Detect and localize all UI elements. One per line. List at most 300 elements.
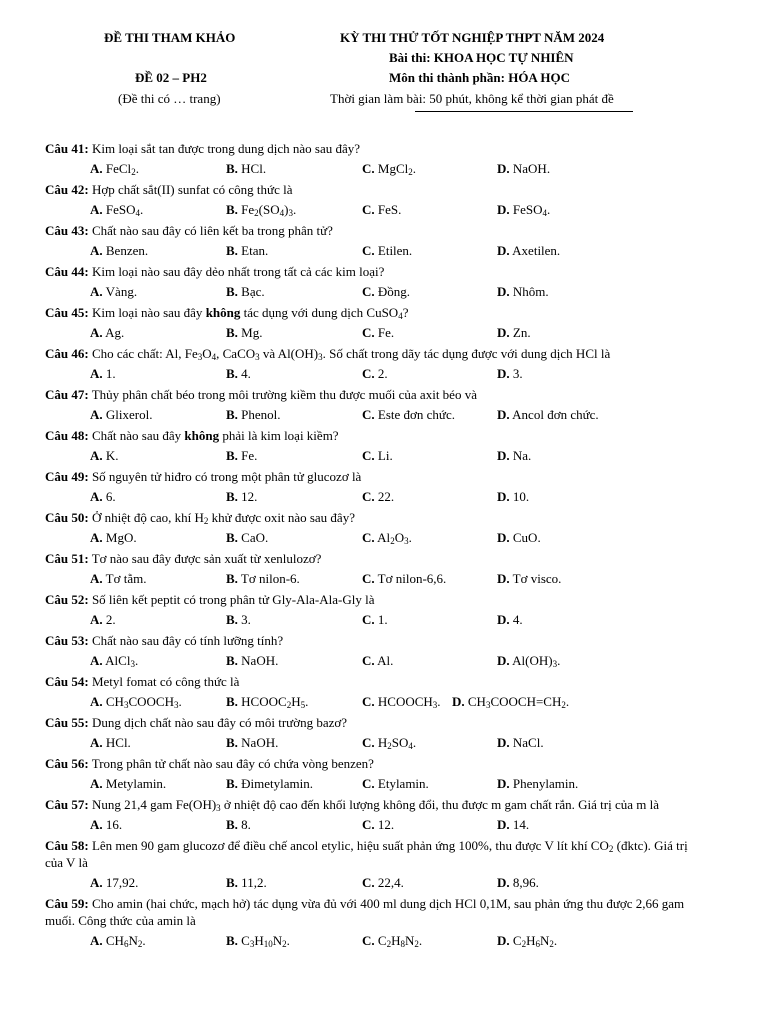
answer-option[interactable] — [226, 488, 257, 505]
option-text: Al. — [374, 653, 394, 668]
answer-option[interactable] — [362, 693, 441, 710]
option-row — [0, 280, 768, 304]
option-row — [0, 567, 768, 591]
answer-option[interactable] — [362, 283, 410, 300]
option-label: C. — [362, 448, 375, 463]
answer-option[interactable] — [497, 816, 529, 833]
answer-option[interactable] — [226, 365, 251, 382]
option-text: Li. — [374, 448, 393, 463]
answer-option[interactable] — [362, 242, 412, 259]
answer-option[interactable] — [90, 324, 124, 341]
option-label: C. — [362, 875, 375, 890]
answer-option[interactable] — [362, 874, 404, 891]
question-item — [0, 181, 768, 222]
answer-option[interactable] — [452, 693, 569, 710]
option-label: C. — [362, 325, 375, 340]
option-text: Metylamin. — [102, 776, 167, 791]
question-stem — [45, 895, 705, 929]
answer-option[interactable] — [226, 283, 265, 300]
option-label: C. — [362, 284, 375, 299]
option-label: A. — [90, 243, 103, 258]
option-row — [0, 444, 768, 468]
answer-option[interactable] — [226, 932, 290, 949]
option-text: MgO. — [102, 530, 137, 545]
question-item — [0, 468, 768, 509]
option-text: FeCl$_2$. — [102, 161, 139, 177]
question-text: Cho amin (hai chức, mạch hở) tác dụng vừa đủ với 400 ml dung dịch HCl 0,1M, sau phản ứng thu được 2,66 gam muối. Công thức của amin là — [45, 896, 685, 928]
answer-option[interactable] — [226, 447, 257, 464]
question-text: Hợp chất sắt(II) sunfat có công thức là — [88, 182, 293, 197]
option-row — [0, 526, 768, 550]
option-text: $C_3H_{10}N_2$. — [237, 933, 290, 949]
question-item — [0, 591, 768, 632]
option-label: A. — [90, 735, 103, 750]
answer-option[interactable] — [226, 324, 262, 341]
option-text: $Al_2O_3$. — [374, 530, 412, 546]
option-text: Zn. — [509, 325, 531, 340]
option-label: D. — [497, 366, 510, 381]
question-text: Ở nhiệt độ cao, khí $H_2$ khử được oxit nào sau đây? — [88, 510, 355, 526]
answer-option[interactable] — [226, 201, 296, 218]
option-label: D. — [497, 817, 510, 832]
question-item — [0, 550, 768, 591]
question-stem — [45, 263, 705, 280]
answer-option[interactable] — [497, 874, 539, 891]
answer-option[interactable] — [226, 570, 300, 587]
answer-option[interactable] — [497, 652, 560, 669]
answer-option[interactable] — [497, 775, 578, 792]
answer-option[interactable] — [362, 365, 388, 382]
answer-option[interactable] — [497, 242, 560, 259]
option-text: 10. — [509, 489, 530, 504]
answer-option[interactable] — [90, 775, 166, 792]
question-stem — [45, 591, 705, 608]
answer-option[interactable] — [362, 488, 394, 505]
answer-option[interactable] — [362, 160, 416, 177]
answer-option[interactable] — [90, 160, 139, 177]
question-number: Câu 54: — [45, 674, 89, 689]
option-label: B. — [226, 933, 238, 948]
option-label: C. — [362, 407, 375, 422]
option-text: 8,96. — [509, 875, 539, 890]
answer-option[interactable] — [362, 201, 401, 218]
option-text: 14. — [509, 817, 530, 832]
option-row — [0, 690, 768, 714]
option-label: A. — [90, 875, 103, 890]
option-label: B. — [226, 448, 238, 463]
option-text: 6. — [102, 489, 116, 504]
answer-option[interactable] — [362, 816, 394, 833]
option-label: D. — [497, 933, 510, 948]
option-text: $HCOOCH_3$. — [374, 694, 441, 710]
question-item — [0, 509, 768, 550]
option-text: 16. — [102, 817, 123, 832]
option-text: Benzen. — [102, 243, 149, 258]
question-text: Dung dịch chất nào sau đây có môi trường bazơ? — [88, 715, 348, 730]
header-exam-name: Bài thi: KHOA HỌC TỰ NHIÊN — [389, 50, 574, 65]
answer-option[interactable] — [497, 611, 523, 628]
option-text: 1. — [102, 366, 116, 381]
option-text: $CH_3COOCH_3$. — [102, 694, 182, 710]
option-text: Etan. — [237, 243, 269, 258]
answer-option[interactable] — [226, 529, 268, 546]
question-stem — [45, 509, 705, 526]
option-text: Glixerol. — [102, 407, 153, 422]
option-label: D. — [497, 448, 510, 463]
question-number: Câu 48: — [45, 428, 89, 443]
option-label: C. — [362, 612, 375, 627]
option-label: B. — [226, 776, 238, 791]
answer-option[interactable] — [226, 775, 313, 792]
question-text: Kim loại sắt tan được trong dung dịch nào sau đây? — [88, 141, 361, 156]
option-text: Axetilen. — [509, 243, 561, 258]
answer-option[interactable] — [497, 324, 531, 341]
option-text: CuO. — [509, 530, 541, 545]
option-text: $H_2SO_4$. — [374, 735, 417, 751]
question-number: Câu 44: — [45, 264, 89, 279]
option-label: D. — [497, 653, 510, 668]
answer-option[interactable] — [226, 160, 266, 177]
option-text: Bạc. — [237, 284, 265, 299]
question-number: Câu 47: — [45, 387, 89, 402]
option-label: D. — [497, 489, 510, 504]
option-text: 2. — [374, 366, 388, 381]
option-label: C. — [362, 653, 375, 668]
question-text: Metyl fomat có công thức là — [88, 674, 240, 689]
option-label: D. — [497, 407, 510, 422]
option-text: $C_2H_8N_2$. — [374, 933, 423, 949]
option-label: B. — [226, 530, 238, 545]
option-label: A. — [90, 817, 103, 832]
option-row — [0, 403, 768, 427]
option-row — [0, 198, 768, 222]
option-text: AlCl$_3$. — [102, 653, 139, 669]
option-text: $HCOOC_2H_5$. — [237, 694, 309, 710]
option-label: A. — [90, 530, 103, 545]
answer-option[interactable] — [497, 160, 550, 177]
answer-option[interactable] — [362, 529, 412, 546]
question-text: Số nguyên tử hiđro có trong một phân tử glucozơ là — [88, 469, 362, 484]
question-number: Câu 45: — [45, 305, 89, 320]
option-row — [0, 731, 768, 755]
option-label: B. — [226, 653, 238, 668]
option-label: A. — [90, 407, 103, 422]
option-text: $CH_6N_2$. — [102, 933, 146, 949]
question-text: Chất nào sau đây có liên kết ba trong phân tử? — [88, 223, 333, 238]
option-row — [0, 239, 768, 263]
option-text: Mg. — [237, 325, 263, 340]
option-text: Tơ nilon-6. — [237, 571, 300, 586]
question-item — [0, 263, 768, 304]
answer-option[interactable] — [226, 874, 267, 891]
option-text: Tơ nilon-6,6. — [374, 571, 447, 586]
option-label: D. — [497, 571, 510, 586]
option-label: A. — [90, 489, 103, 504]
answer-option[interactable] — [362, 734, 416, 751]
option-label: D. — [452, 694, 465, 709]
question-stem — [45, 755, 705, 772]
option-text: 22,4. — [374, 875, 404, 890]
option-label: C. — [362, 489, 375, 504]
answer-option[interactable] — [226, 611, 251, 628]
option-text: NaCl. — [509, 735, 544, 750]
answer-option[interactable] — [497, 283, 549, 300]
option-row — [0, 608, 768, 632]
option-text: Ag. — [102, 325, 125, 340]
option-label: C. — [362, 243, 375, 258]
option-label: D. — [497, 776, 510, 791]
question-number: Câu 53: — [45, 633, 89, 648]
option-text: Na. — [509, 448, 532, 463]
answer-option[interactable] — [90, 406, 152, 423]
option-text: Fe. — [374, 325, 395, 340]
option-text: FeS. — [374, 202, 402, 217]
question-item — [0, 345, 768, 386]
question-number: Câu 56: — [45, 756, 89, 771]
option-label: C. — [362, 571, 375, 586]
answer-option[interactable] — [497, 734, 544, 751]
answer-option[interactable] — [226, 816, 251, 833]
question-stem — [45, 181, 705, 198]
option-text: 11,2. — [237, 875, 267, 890]
answer-option[interactable] — [226, 242, 268, 259]
option-label: C. — [362, 366, 375, 381]
option-label: C. — [362, 735, 375, 750]
answer-option[interactable] — [90, 874, 138, 891]
answer-option[interactable] — [497, 365, 523, 382]
answer-option[interactable] — [90, 242, 148, 259]
option-text: Nhôm. — [509, 284, 549, 299]
option-label: C. — [362, 694, 375, 709]
option-label: C. — [362, 161, 375, 176]
answer-option[interactable] — [90, 611, 116, 628]
option-label: B. — [226, 202, 238, 217]
question-number: Câu 51: — [45, 551, 89, 566]
answer-option[interactable] — [362, 570, 446, 587]
option-label: A. — [90, 202, 103, 217]
option-label: D. — [497, 530, 510, 545]
option-text: Etilen. — [374, 243, 413, 258]
option-text: HCl. — [102, 735, 131, 750]
option-text: Este đơn chức. — [374, 407, 455, 422]
option-row — [0, 485, 768, 509]
option-row — [0, 772, 768, 796]
question-number: Câu 42: — [45, 182, 89, 197]
option-label: C. — [362, 530, 375, 545]
question-stem — [45, 714, 705, 731]
question-text: Trong phân tử chất nào sau đây có chứa vòng benzen? — [88, 756, 374, 771]
option-text: FeSO$_4$. — [102, 202, 144, 218]
answer-option[interactable] — [226, 406, 281, 423]
option-label: B. — [226, 366, 238, 381]
header-subject: Môn thi thành phần: HÓA HỌC — [389, 70, 570, 85]
option-label: C. — [362, 817, 375, 832]
answer-option[interactable] — [497, 201, 550, 218]
option-label: B. — [226, 875, 238, 890]
option-text: 12. — [374, 817, 395, 832]
option-label: B. — [226, 407, 238, 422]
option-label: A. — [90, 653, 103, 668]
question-stem — [45, 304, 705, 321]
header-right-title: KỲ THI THỬ TỐT NGHIỆP THPT NĂM 2024 — [340, 30, 605, 45]
option-row — [0, 929, 768, 953]
option-label: A. — [90, 325, 103, 340]
option-text: CaO. — [237, 530, 269, 545]
option-label: D. — [497, 284, 510, 299]
header-left-title: ĐỀ THI THAM KHẢO — [104, 30, 236, 45]
option-row — [0, 157, 768, 181]
question-text: Cho các chất: Al, $Fe_3O_4$, CaCO$_3$ và $Al(OH)_3$. Số chất trong dãy tác dụng được với dung dịch HCl là — [88, 346, 611, 362]
answer-option[interactable] — [90, 932, 146, 949]
question-stem — [45, 550, 705, 567]
answer-option[interactable] — [90, 447, 119, 464]
question-number: Câu 43: — [45, 223, 89, 238]
answer-option[interactable] — [226, 734, 278, 751]
question-item — [0, 755, 768, 796]
answer-option[interactable] — [226, 693, 308, 710]
option-text: 4. — [509, 612, 523, 627]
answer-option[interactable] — [90, 283, 137, 300]
option-label: B. — [226, 284, 238, 299]
option-label: D. — [497, 202, 510, 217]
option-row — [0, 813, 768, 837]
question-text: Chất nào sau đây không phải là kim loại kiềm? — [88, 428, 339, 443]
option-text: 4. — [237, 366, 251, 381]
question-number: Câu 41: — [45, 141, 89, 156]
question-list — [0, 140, 768, 953]
answer-option[interactable] — [362, 932, 422, 949]
option-text: 3. — [509, 366, 523, 381]
option-text: Phenol. — [237, 407, 281, 422]
answer-option[interactable] — [497, 570, 561, 587]
option-label: C. — [362, 933, 375, 948]
answer-option[interactable] — [497, 406, 599, 423]
question-text: Tơ nào sau đây được sản xuất từ xenlulozơ? — [88, 551, 322, 566]
option-label: A. — [90, 694, 103, 709]
option-label: C. — [362, 776, 375, 791]
answer-option[interactable] — [90, 488, 116, 505]
question-number: Câu 46: — [45, 346, 89, 361]
option-text: Tơ visco. — [509, 571, 562, 586]
option-label: D. — [497, 875, 510, 890]
option-label: B. — [226, 243, 238, 258]
option-label: B. — [226, 571, 238, 586]
option-text: Vàng. — [102, 284, 138, 299]
option-text: 1. — [374, 612, 388, 627]
option-label: A. — [90, 161, 103, 176]
answer-option[interactable] — [497, 529, 541, 546]
option-text: NaOH. — [237, 735, 279, 750]
question-stem — [45, 427, 705, 444]
option-label: A. — [90, 284, 103, 299]
option-text: Ancol đơn chức. — [509, 407, 599, 422]
header-exam-code: ĐỀ 02 – PH2 — [135, 70, 207, 85]
question-number: Câu 58: — [45, 838, 89, 853]
question-item — [0, 632, 768, 673]
question-item — [0, 386, 768, 427]
question-item — [0, 837, 768, 895]
answer-option[interactable] — [90, 570, 146, 587]
answer-option[interactable] — [362, 324, 394, 341]
option-text: Đồng. — [374, 284, 411, 299]
question-stem — [45, 345, 705, 362]
question-stem — [45, 796, 705, 813]
option-label: A. — [90, 366, 103, 381]
header-divider — [415, 111, 633, 112]
answer-option[interactable] — [90, 693, 182, 710]
option-label: B. — [226, 735, 238, 750]
answer-option[interactable] — [90, 529, 137, 546]
option-label: A. — [90, 612, 103, 627]
option-label: A. — [90, 776, 103, 791]
question-number: Câu 55: — [45, 715, 89, 730]
question-text: Kim loại nào sau đây không tác dụng với dung dịch CuSO$_4$? — [88, 305, 409, 321]
option-text: 17,92. — [102, 875, 139, 890]
option-text: 8. — [237, 817, 251, 832]
question-stem — [45, 386, 705, 403]
question-text: Lên men 90 gam glucozơ để điều chế ancol etylic, hiệu suất phản ứng 100%, thu được V lít khí $CO_2$ (đktc). Giá trị của V là — [45, 838, 688, 870]
question-stem — [45, 837, 705, 871]
option-text: $CH_3COOCH=CH_2$. — [464, 694, 570, 710]
option-label: A. — [90, 933, 103, 948]
question-number: Câu 57: — [45, 797, 89, 812]
question-item — [0, 714, 768, 755]
option-label: B. — [226, 489, 238, 504]
option-text: Phenylamin. — [509, 776, 579, 791]
answer-option[interactable] — [90, 365, 116, 382]
option-label: B. — [226, 817, 238, 832]
answer-option[interactable] — [90, 816, 122, 833]
answer-option[interactable] — [90, 201, 143, 218]
option-text: MgCl$_2$. — [374, 161, 416, 177]
question-stem — [45, 632, 705, 649]
option-label: A. — [90, 571, 103, 586]
option-label: D. — [497, 325, 510, 340]
answer-option[interactable] — [497, 488, 529, 505]
question-text: Số liên kết peptit có trong phân tử Gly-Ala-Ala-Gly là — [88, 592, 375, 607]
question-stem — [45, 140, 705, 157]
answer-option[interactable] — [362, 447, 393, 464]
answer-option[interactable] — [497, 447, 531, 464]
option-text: Fe. — [237, 448, 258, 463]
question-item — [0, 222, 768, 263]
answer-option[interactable] — [362, 775, 429, 792]
answer-option[interactable] — [90, 652, 138, 669]
answer-option[interactable] — [497, 932, 557, 949]
question-number: Câu 50: — [45, 510, 89, 525]
option-text: Etylamin. — [374, 776, 429, 791]
answer-option[interactable] — [226, 652, 278, 669]
question-item — [0, 895, 768, 953]
option-text: $C_2H_6N_2$. — [509, 933, 558, 949]
option-text: FeSO$_4$. — [509, 202, 551, 218]
answer-option[interactable] — [362, 652, 393, 669]
answer-option[interactable] — [362, 611, 388, 628]
option-text: NaOH. — [509, 161, 551, 176]
option-label: B. — [226, 161, 238, 176]
option-text: $Fe_2(SO_4)_3$. — [237, 202, 297, 218]
answer-option[interactable] — [362, 406, 455, 423]
option-text: 2. — [102, 612, 116, 627]
question-text: Thủy phân chất béo trong môi trường kiềm thu được muối của axit béo và — [88, 387, 477, 402]
option-row — [0, 871, 768, 895]
option-text: Tơ tằm. — [102, 571, 147, 586]
option-text: $Al(OH)_3$. — [509, 653, 561, 669]
option-row — [0, 362, 768, 386]
question-number: Câu 49: — [45, 469, 89, 484]
option-label: B. — [226, 612, 238, 627]
answer-option[interactable] — [90, 734, 131, 751]
